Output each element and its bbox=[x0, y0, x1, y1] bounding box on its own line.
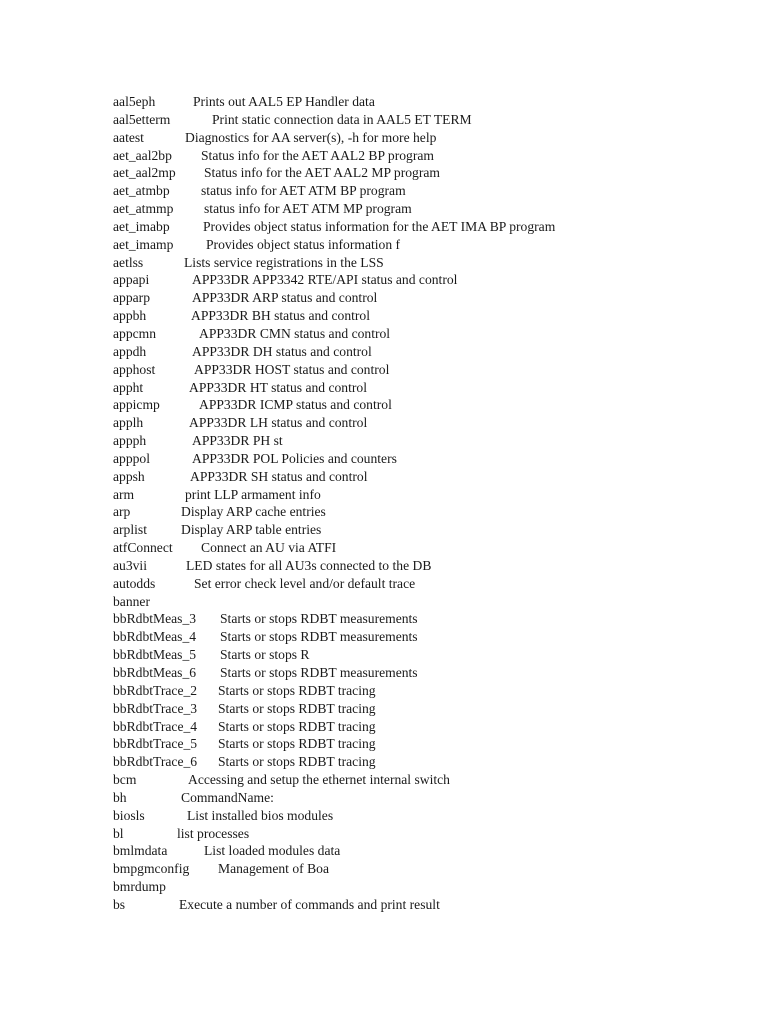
command-row bbox=[113, 842, 753, 860]
command-description: Starts or stops RDBT tracing bbox=[218, 700, 376, 716]
command-row bbox=[113, 93, 753, 111]
command-row bbox=[113, 164, 753, 182]
command-list bbox=[113, 93, 753, 914]
command-description: list processes bbox=[177, 825, 250, 841]
command-name: bh bbox=[113, 789, 127, 805]
command-name: banner bbox=[113, 593, 150, 609]
command-name: apphost bbox=[113, 361, 156, 377]
command-row bbox=[113, 718, 753, 736]
command-description: Status info for the AET AAL2 BP program bbox=[201, 147, 434, 163]
command-row bbox=[113, 539, 753, 557]
command-name: aet_imamp bbox=[113, 236, 174, 252]
command-description: Starts or stops RDBT measurements bbox=[220, 629, 418, 645]
command-description: Set error check level and/or default trace bbox=[194, 575, 416, 591]
command-row bbox=[113, 503, 753, 521]
command-name: bbRdbtMeas_3 bbox=[113, 611, 197, 627]
command-name: aetlss bbox=[113, 254, 144, 270]
command-name: applh bbox=[113, 415, 144, 431]
command-row bbox=[113, 735, 753, 753]
command-description: Display ARP table entries bbox=[181, 522, 322, 538]
command-description: CommandName: bbox=[181, 789, 274, 805]
command-row bbox=[113, 825, 753, 843]
command-description: Status info for the AET AAL2 MP program bbox=[204, 165, 440, 181]
command-name: atfConnect bbox=[113, 540, 173, 556]
command-row bbox=[113, 486, 753, 504]
command-description: APP33DR POL Policies and counters bbox=[192, 450, 397, 466]
command-row bbox=[113, 664, 753, 682]
command-description: Starts or stops R bbox=[220, 647, 310, 663]
command-row bbox=[113, 593, 753, 611]
command-description: APP33DR PH st bbox=[192, 433, 283, 449]
command-row bbox=[113, 289, 753, 307]
command-row bbox=[113, 682, 753, 700]
command-description: Starts or stops RDBT tracing bbox=[218, 754, 376, 770]
command-description: APP33DR CMN status and control bbox=[199, 325, 391, 341]
command-row bbox=[113, 307, 753, 325]
command-description: Provides object status information f bbox=[206, 236, 401, 252]
command-description: Prints out AAL5 EP Handler data bbox=[193, 94, 375, 109]
command-name: appph bbox=[113, 433, 147, 449]
command-name: bs bbox=[113, 896, 126, 912]
command-row bbox=[113, 218, 753, 236]
command-row bbox=[113, 343, 753, 361]
command-row bbox=[113, 700, 753, 718]
command-name: biosls bbox=[113, 807, 145, 823]
command-row bbox=[113, 396, 753, 414]
command-name: apparp bbox=[113, 290, 150, 306]
command-name: bbRdbtTrace_5 bbox=[113, 736, 198, 752]
command-description: Starts or stops RDBT tracing bbox=[218, 718, 376, 734]
command-name: arp bbox=[113, 504, 131, 520]
command-description: Starts or stops RDBT tracing bbox=[218, 682, 376, 698]
command-row bbox=[113, 361, 753, 379]
command-name: bmpgmconfig bbox=[113, 861, 190, 877]
command-description: List installed bios modules bbox=[187, 807, 334, 823]
command-name: bbRdbtMeas_6 bbox=[113, 665, 197, 680]
command-description: APP33DR SH status and control bbox=[190, 468, 368, 484]
command-row bbox=[113, 236, 753, 254]
command-row bbox=[113, 789, 753, 807]
command-description: List loaded modules data bbox=[204, 843, 341, 859]
command-row bbox=[113, 325, 753, 343]
command-description: Starts or stops RDBT tracing bbox=[218, 736, 376, 752]
command-name: bbRdbtTrace_4 bbox=[113, 718, 198, 734]
command-description: Display ARP cache entries bbox=[181, 504, 326, 520]
command-name: autodds bbox=[113, 575, 156, 591]
command-row bbox=[113, 111, 753, 129]
command-description: LED states for all AU3s connected to the DB bbox=[186, 557, 432, 573]
command-row bbox=[113, 182, 753, 200]
command-row bbox=[113, 521, 753, 539]
command-name: bbRdbtTrace_6 bbox=[113, 754, 198, 770]
command-row bbox=[113, 610, 753, 628]
command-description: Execute a number of commands and print result bbox=[179, 896, 440, 912]
command-description: APP33DR ICMP status and control bbox=[199, 397, 392, 413]
command-description: APP33DR HOST status and control bbox=[194, 361, 390, 377]
command-name: aal5etterm bbox=[113, 111, 171, 127]
command-description: APP33DR LH status and control bbox=[189, 415, 368, 431]
command-row bbox=[113, 753, 753, 771]
command-description: Print static connection data in AAL5 ET TERM bbox=[212, 111, 472, 127]
command-name: au3vii bbox=[113, 557, 147, 573]
command-row bbox=[113, 129, 753, 147]
command-description: Starts or stops RDBT measurements bbox=[220, 665, 418, 680]
command-name: aet_aal2bp bbox=[113, 147, 172, 163]
command-description: Management of Boa bbox=[218, 861, 329, 877]
command-description: APP33DR ARP status and control bbox=[192, 290, 378, 306]
command-name: appht bbox=[113, 379, 144, 395]
command-name: bbRdbtMeas_4 bbox=[113, 629, 197, 645]
command-name: arm bbox=[113, 486, 135, 502]
command-row bbox=[113, 432, 753, 450]
command-row bbox=[113, 878, 753, 896]
command-description: Lists service registrations in the LSS bbox=[184, 254, 384, 270]
command-name: appbh bbox=[113, 308, 147, 324]
command-name: bl bbox=[113, 825, 124, 841]
command-row bbox=[113, 147, 753, 165]
command-name: appapi bbox=[113, 272, 150, 288]
command-row bbox=[113, 557, 753, 575]
command-name: bmlmdata bbox=[113, 843, 168, 859]
command-name: aet_atmbp bbox=[113, 183, 170, 199]
command-name: bbRdbtTrace_3 bbox=[113, 700, 198, 716]
command-row bbox=[113, 254, 753, 272]
command-row bbox=[113, 807, 753, 825]
command-name: appdh bbox=[113, 343, 147, 359]
command-description: Starts or stops RDBT measurements bbox=[220, 611, 418, 627]
command-row bbox=[113, 771, 753, 789]
command-description: status info for AET ATM MP program bbox=[204, 201, 412, 217]
command-description: status info for AET ATM BP program bbox=[201, 183, 406, 199]
command-row bbox=[113, 468, 753, 486]
command-row bbox=[113, 628, 753, 646]
command-description: Accessing and setup the ethernet internal switch bbox=[188, 772, 450, 788]
command-row bbox=[113, 379, 753, 397]
command-name: bbRdbtMeas_5 bbox=[113, 647, 197, 663]
command-description: print LLP armament info bbox=[185, 486, 321, 502]
command-row bbox=[113, 414, 753, 432]
command-name: appicmp bbox=[113, 397, 160, 413]
command-name: aet_atmmp bbox=[113, 201, 174, 217]
command-name: aet_aal2mp bbox=[113, 165, 176, 181]
command-description: Provides object status information for the AET IMA BP program bbox=[203, 218, 556, 234]
command-name: arplist bbox=[113, 522, 147, 538]
command-name: bbRdbtTrace_2 bbox=[113, 682, 198, 698]
command-description: Diagnostics for AA server(s), -h for more help bbox=[185, 129, 437, 145]
command-name: aal5eph bbox=[113, 94, 156, 109]
command-name: aatest bbox=[113, 129, 144, 145]
command-name: apppol bbox=[113, 450, 150, 466]
command-description: APP33DR DH status and control bbox=[192, 343, 372, 359]
command-row bbox=[113, 646, 753, 664]
command-row bbox=[113, 450, 753, 468]
command-row bbox=[113, 575, 753, 593]
command-description: APP33DR HT status and control bbox=[189, 379, 367, 395]
command-description: Connect an AU via ATFI bbox=[201, 540, 337, 556]
command-description: APP33DR BH status and control bbox=[191, 308, 370, 324]
command-row bbox=[113, 271, 753, 289]
command-name: bcm bbox=[113, 772, 137, 788]
command-description: APP33DR APP3342 RTE/API status and control bbox=[192, 272, 458, 288]
command-row bbox=[113, 200, 753, 218]
command-row bbox=[113, 860, 753, 878]
command-name: appsh bbox=[113, 468, 145, 484]
command-name: appcmn bbox=[113, 325, 157, 341]
command-row bbox=[113, 896, 753, 914]
command-name: bmrdump bbox=[113, 879, 166, 895]
command-name: aet_imabp bbox=[113, 218, 170, 234]
